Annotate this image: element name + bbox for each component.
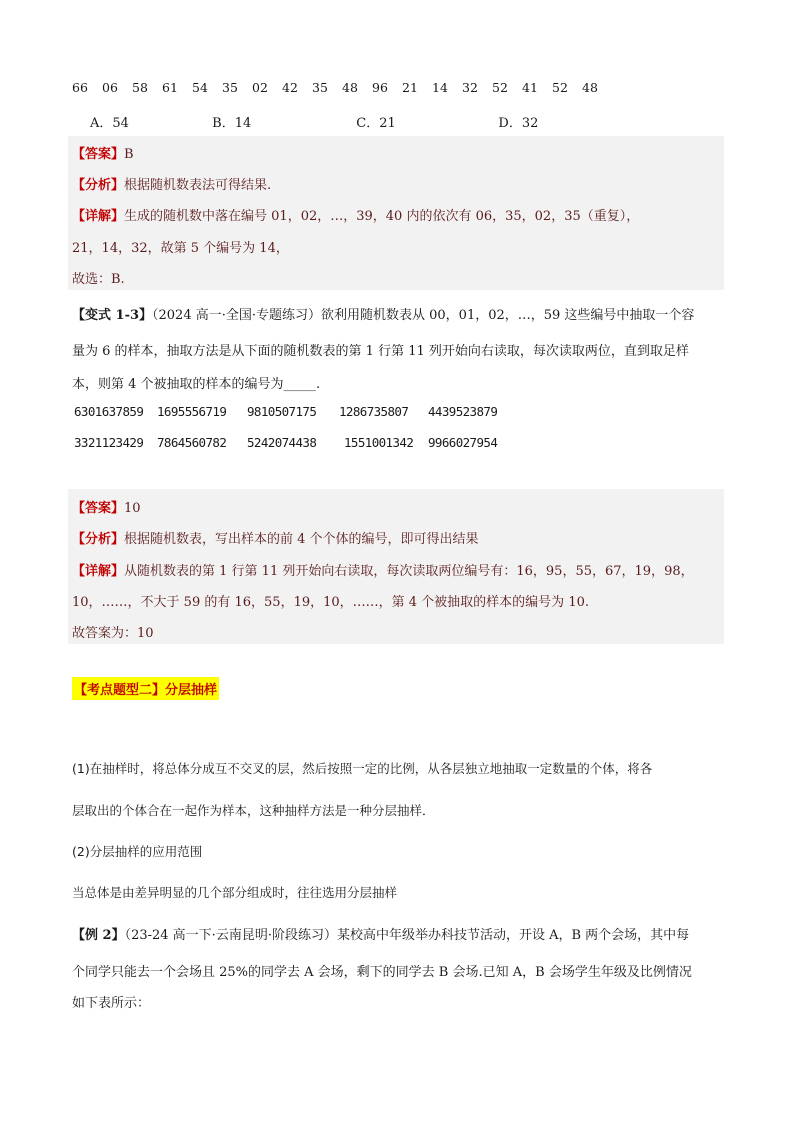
random-row2-cell: 9966027954	[428, 435, 498, 450]
random-number: 21	[402, 80, 418, 95]
example-line-3: 如下表所示：	[72, 996, 151, 1011]
example-line-2: 个同学只能去一个会场且 25%的同学去 A 会场，剩下的同学去 B 会场.已知 A，B 会场学生年级及比例情况	[72, 965, 692, 980]
random-number: 35	[312, 80, 328, 95]
random-number: 02	[252, 80, 268, 95]
random-number: 52	[552, 80, 568, 95]
random-number: 48	[342, 80, 358, 95]
variant-question-line-2: 量为 6 的样本，抽取方法是从下面的随机数表的第 1 行第 11 列开始向右读取，每次读取两位，直到取足样	[72, 344, 689, 359]
detail-line-1b: 21，14，32，故第 5 个编号为 14，	[72, 241, 289, 256]
random-row1-cell: 6301637859	[74, 404, 144, 419]
section-tag: 【考点题型二】分层抽样	[72, 677, 219, 700]
paragraph-2: (2)分层抽样的应用范围	[72, 844, 203, 859]
analysis-line-2: 【分析】根据随机数表，写出样本的前 4 个个体的编号，即可得出结果	[72, 532, 479, 547]
paragraph-1-line-2: 层取出的个体合在一起作为样本，这种抽样方法是一种分层抽样．	[72, 803, 435, 818]
random-number: 54	[192, 80, 208, 95]
random-number: 35	[222, 80, 238, 95]
conclusion-2: 故答案为：10	[72, 626, 154, 641]
analysis-line-1: 【分析】根据随机数表法可得结果.	[72, 178, 272, 193]
paragraph-1-line-1: (1)在抽样时，将总体分成互不交叉的层，然后按照一定的比例，从各层独立地抽取一定数量的个体，将各	[72, 761, 653, 776]
random-row2-cell: 7864560782	[157, 435, 227, 450]
random-number: 41	[522, 80, 538, 95]
detail-line-2a: 【详解】从随机数表的第 1 行第 11 列开始向右读取，每次读取两位编号有：16，95，55，67，19，98，	[72, 564, 694, 579]
detail-line-1a: 【详解】生成的随机数中落在编号 01，02，…，39，40 内的依次有 06，35，02，35（重复），	[72, 209, 640, 224]
variant-question-line-1: 【变式 1-3】（2024 高一·全国·专题练习）欲利用随机数表从 00，01，02，…，59 这些编号中抽取一个容	[72, 308, 695, 323]
random-number: 14	[432, 80, 448, 95]
random-number: 66	[72, 80, 88, 95]
answer-options	[90, 112, 538, 131]
option-b: B．14	[212, 116, 252, 131]
random-number: 61	[162, 80, 178, 95]
random-row1-cell: 9810507175	[247, 404, 317, 419]
random-number: 06	[102, 80, 118, 95]
option-a: A．54	[90, 116, 129, 131]
random-row2-cell: 3321123429	[74, 435, 144, 450]
random-number: 52	[492, 80, 508, 95]
answer-line-1: 【答案】B	[72, 147, 134, 162]
random-number: 58	[132, 80, 148, 95]
example-line-1: 【例 2】（23-24 高一下·云南昆明·阶段练习）某校高中年级举办科技节活动，开设 A，B 两个会场，其中每	[72, 928, 690, 943]
random-number: 48	[582, 80, 598, 95]
variant-question-line-3: 本，则第 4 个被抽取的样本的编号为_____.	[72, 377, 321, 392]
random-number: 42	[282, 80, 298, 95]
paragraph-3: 当总体是由差异明显的几个部分组成时，往往选用分层抽样	[72, 885, 398, 900]
random-row2-cell: 1551001342	[344, 435, 414, 450]
random-row1-cell: 4439523879	[428, 404, 498, 419]
random-number: 32	[462, 80, 478, 95]
random-number: 96	[372, 80, 388, 95]
option-d: D．32	[498, 116, 539, 131]
option-c: C．21	[356, 116, 396, 131]
detail-line-2b: 10，……，不大于 59 的有 16，55，19，10，……，第 4 个被抽取的样本的编号为 10.	[72, 595, 589, 610]
random-row1-cell: 1286735807	[339, 404, 409, 419]
answer-line-2: 【答案】10	[72, 501, 141, 516]
conclusion-1: 故选：B.	[72, 272, 125, 287]
random-row1-cell: 1695556719	[157, 404, 227, 419]
random-number-row	[72, 80, 612, 95]
random-row2-cell: 5242074438	[247, 435, 317, 450]
